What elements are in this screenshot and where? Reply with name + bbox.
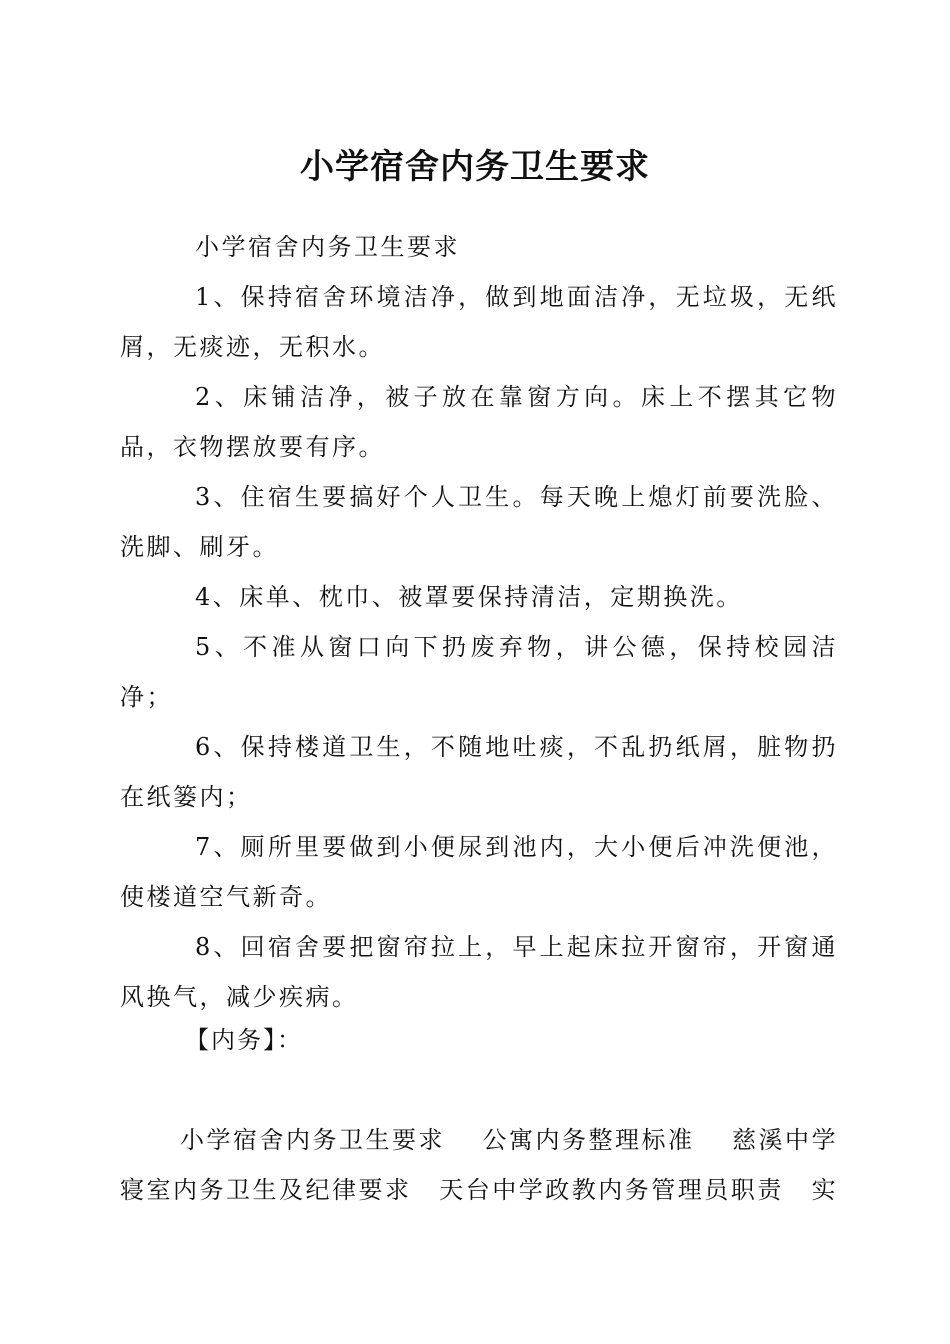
rule-item-3: 3、住宿生要搞好个人卫生。每天晚上熄灯前要洗脸、洗脚、刷牙。 [120, 483, 838, 561]
section-heading [120, 1015, 838, 1065]
rule-item-8: 8、回宿舍要把窗帘拉上，早上起床拉开窗帘，开窗通风换气，减少疾病。 [120, 933, 838, 1011]
related-links-line-1 [120, 1115, 838, 1165]
related-link-5[interactable]: 实 [811, 1176, 838, 1204]
related-links-line-2 [120, 1165, 838, 1215]
related-link-4[interactable]: 天台中学政教内务管理员职责 [439, 1176, 784, 1204]
rule-item-5: 5、不准从窗口向下扔废弃物，讲公德，保持校园洁净； [120, 633, 838, 711]
rule-item-2: 2、床铺洁净，被子放在靠窗方向。床上不摆其它物品，衣物摆放要有序。 [120, 383, 838, 461]
related-link-1[interactable]: 小学宿舍内务卫生要求 [180, 1126, 445, 1154]
rule-item-1: 1、保持宿舍环境洁净，做到地面洁净，无垃圾，无纸屑，无痰迹，无积水。 [120, 283, 838, 361]
rule-item-6: 6、保持楼道卫生，不随地吐痰，不乱扔纸屑，脏物扔在纸篓内； [120, 733, 838, 811]
rule-item-7: 7、厕所里要做到小便尿到池内，大小便后冲洗便池，使楼道空气新奇。 [120, 833, 838, 911]
related-link-3b[interactable]: 寝室内务卫生及纪律要求 [120, 1176, 412, 1204]
related-link-2[interactable]: 公寓内务整理标准 [482, 1126, 695, 1154]
document-subtitle: 小学宿舍内务卫生要求 [195, 233, 460, 261]
related-links [120, 1115, 838, 1215]
document-body [120, 222, 838, 1022]
related-link-3a[interactable]: 慈溪中学 [732, 1126, 838, 1154]
section-label: 【内务】： [185, 1026, 303, 1054]
rule-item-4: 4、床单、枕巾、被罩要保持清洁，定期换洗。 [195, 583, 743, 611]
document-title: 小学宿舍内务卫生要求 [300, 147, 650, 187]
